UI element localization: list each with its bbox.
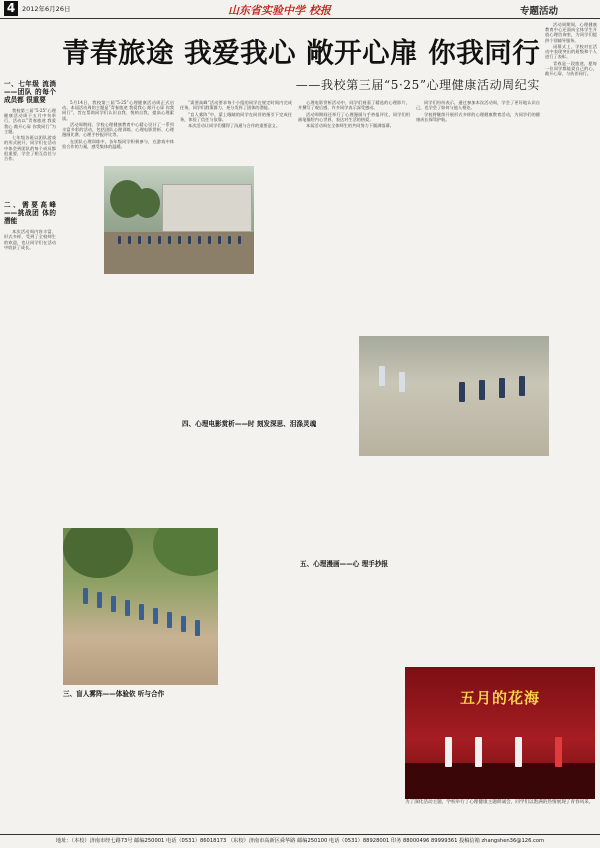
person-shape [128,236,131,244]
body-paragraph: “盲人雾阵”中，蒙上眼睛的同学在同伴的指引下完成任务，体验了信任与依靠。 [180,111,292,122]
person-shape [153,608,158,624]
person-shape [499,378,505,398]
body-paragraph: 心理电影赏析活动中，同学们观看了精选的心理影片，并撰写了观后感，许多同学表示深受感动。 [298,100,410,111]
body-paragraph: 本次活动让同学们懂得了沟通与合作的重要意义。 [188,123,281,129]
stage-banner: 五月的花海 [459,689,540,707]
body-paragraph: 5月14日，我校第三届“5·25”心理健康活动周正式启动。本届活动周的主题是“青春旅途 我爱我心 敞开心扉 你我同行”，旨在帮助同学们认识自我、悦纳自我，提高心理素质。 [62,100,174,121]
paper-name: 山东省实验中学 校报 [228,4,331,17]
body-paragraph: 活动周期间，学校心理健康教育中心精心设计了一系列丰富多彩的活动，包括团队心理训练、心理电影赏析、心理漫画比赛、心理手抄报评比等。 [62,122,174,138]
person-shape [208,236,211,244]
person-shape [83,588,88,604]
body-paragraph: 在团队心理训练中，各年级同学积极参与，在游戏中体验合作的力量，感受集体的温暖。 [62,138,174,149]
body-paragraph: 活动周期间还举行了心理漫画与手抄报评比，同学们用画笔描绘内心世界，表达对生活的热爱。 [298,111,410,122]
person-shape [138,236,141,244]
person-shape [168,236,171,244]
left-paragraph: 本次活动周内容丰富、形式多样，受到了全校师生的欢迎，也让同学们在活动中收获了成长。 [4,229,56,250]
section-heading-2: 二、需要高峰——挑战团 体的潜能 [4,201,56,226]
section-heading-5: 五、心理漫画——心 理手抄报 [300,560,389,568]
issue-date: 2012年6月26日 [22,5,71,13]
person-shape [139,604,144,620]
person-shape [178,236,181,244]
person-shape [479,380,485,400]
group-game-photo [359,336,549,456]
tree-shape [63,528,133,578]
person-shape [218,236,221,244]
person-shape [125,600,130,616]
footer-info: 地址：（本校）济南市经七路73号 邮编250001 电话（0531）86018173 （东校）济南市高新区舜华路 邮编250100 电话（0531）88928001 印务 88000496 89999361 投稿信箱 zhangshen36@126.com [0,834,600,848]
headline: 青春旅途 我爱我心 敞开心扉 你我同行 [62,37,541,69]
person-shape [198,236,201,244]
person-shape [97,592,102,608]
building-shape [162,184,252,232]
person-shape [181,616,186,632]
body-paragraph: “需要高峰”活动要求每个小组的同学在规定时间内完成任务，同学们群策群力，充分发挥了团体的潜能。 [180,100,292,111]
person-shape [238,236,241,244]
person-shape [519,376,525,396]
performer-shape [475,737,482,767]
person-shape [379,366,385,386]
body-column-2 [180,100,292,162]
person-shape [158,236,161,244]
person-shape [195,620,200,636]
body-paragraph: 同学们纷纷表示，通过参加本次活动周，学会了更好地认识自己，也学会了如何与他人相处。 [416,100,540,111]
section-heading-3: 三、盲人雾阵——体验依 听与合作 [63,690,165,698]
subheadline: ——我校第三届“5·25”心理健康活动周纪实 [295,78,540,92]
right-paragraph: 闭幕式上，学校对在活动中表现突出的班级和个人进行了表彰。 [545,44,597,60]
left-column [4,22,56,817]
person-shape [118,236,121,244]
body-column-3 [298,100,410,162]
person-shape [188,236,191,244]
person-shape [167,612,172,628]
masthead [0,0,600,19]
performer-shape [445,737,452,767]
person-shape [148,236,151,244]
right-column [545,22,597,817]
tree-shape [134,188,160,218]
section-heading-4: 四、心理电影赏析——时 刻发深思、泪涤灵魂 [182,420,317,428]
left-paragraph: 我校第三届“5·25”心理健康活动周于五月中旬举行，活动以“青春旅途 我爱我心 敞开心扉 你我同行”为主题。 [4,108,56,134]
tree-shape [153,528,218,576]
person-shape [228,236,231,244]
person-shape [111,596,116,612]
person-shape [459,382,465,402]
performer-shape [515,737,522,767]
page-number: 4 [4,1,18,16]
section-heading-1: 一、七年级 流淌——团队 的每个成员都 很重要 [4,80,56,104]
body-column-1 [62,100,174,162]
photo-caption: 为了深化活动主题，学校举行了心理健康主题朗诵会，同学们以饱满的热情展现了青春风采。 [405,800,594,805]
campus-assembly-photo [104,166,254,274]
section-title: 专题活动 [520,6,559,17]
right-paragraph: 活动周期间，心理健康教育中心还面向全体学生开放心理咨询室，为同学们提供个别辅导服务。 [545,22,597,43]
left-paragraph: 七年级各班以团队游戏的形式展开，同学们在活动中体会到团队的每个成员都很重要，学会了相互信任与合作。 [4,135,56,162]
student-activity-photo [63,528,218,685]
body-column-4 [416,100,540,162]
body-paragraph: 本届活动周在全体师生的共同努力下圆满落幕。 [306,123,394,129]
body-paragraph: 学校将继续开展形式多样的心理健康教育活动，为同学们的健康成长保驾护航。 [416,111,540,122]
right-paragraph: 青春是一段旅途，愿每一位同学都能爱自己的心，敞开心扉，与伙伴同行。 [545,60,597,77]
person-shape [399,372,405,392]
